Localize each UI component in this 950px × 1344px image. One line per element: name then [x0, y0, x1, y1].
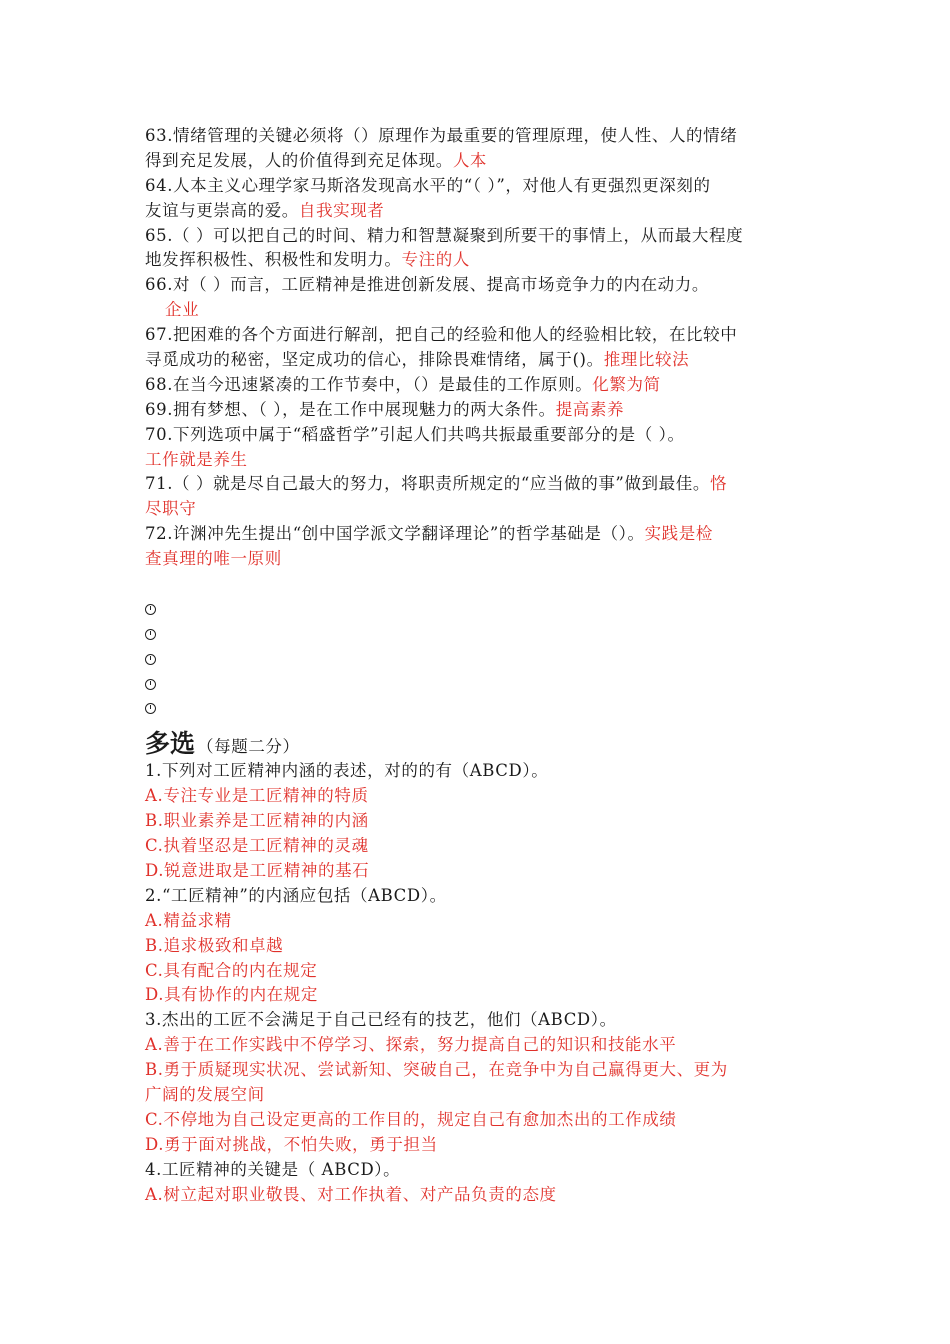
option: C.具有配合的内在规定: [145, 960, 318, 980]
section-heading: [145, 723, 810, 759]
answer: 企业: [165, 300, 200, 320]
answer: 自我实现者: [298, 200, 385, 220]
answer: 提高素养: [555, 399, 625, 419]
answer: 工作就是养生: [145, 449, 248, 469]
answer: 人本: [452, 150, 488, 170]
clock-icon: [145, 629, 156, 640]
option: D.具有协作的内在规定: [145, 985, 318, 1005]
option: D.勇于面对挑战，不怕失败，勇于担当: [145, 1134, 438, 1154]
section-title: 多选: [145, 729, 196, 759]
option: A.专注专业是工匠精神的特质: [145, 786, 369, 806]
question-72: 72.许渊冲先生提出“创中国学派文学翻译理论”的哲学基础是（）。实践是检: [145, 524, 713, 544]
option: B.追求极致和卓越: [145, 935, 284, 955]
question-68: 68.在当今迅速紧凑的工作节奏中，（）是最佳的工作原则。化繁为简: [145, 374, 661, 394]
clock-icon: [145, 604, 156, 615]
answer-cont: 尽职守: [145, 499, 197, 519]
question-66: 66.对（ ）而言，工匠精神是推进创新发展、提高市场竞争力的内在动力。: [145, 275, 709, 295]
question-63-cont: 得到充足发展，人的价值得到充足体现。人本: [145, 150, 488, 170]
mc-question-1: 1.下列对工匠精神内涵的表述，对的的有（ABCD）。: [145, 761, 549, 781]
mc-question-2: 2.“工匠精神”的内涵应包括（ABCD）。: [145, 885, 447, 905]
answer: 专注的人: [401, 250, 470, 270]
question-67-cont: 寻觅成功的秘密，坚定成功的信心，排除畏难情绪，属于()。推理比较法: [145, 350, 690, 370]
question-70: 70.下列选项中属于“稻盛哲学”引起人们共鸣共振最重要部分的是（ ）。: [145, 424, 685, 444]
option-cont: 广阔的发展空间: [145, 1084, 265, 1104]
clock-icon: [145, 679, 156, 690]
clock-icon: [145, 654, 156, 665]
option: A.精益求精: [145, 910, 232, 930]
question-69: 69.拥有梦想、（ ），是在工作中展现魅力的两大条件。提高素养: [145, 399, 625, 419]
option: C.不停地为自己设定更高的工作目的，规定自己有愈加杰出的工作成绩: [145, 1109, 677, 1129]
clock-icon: [145, 703, 156, 714]
spacer: [145, 572, 810, 597]
section-note: （每题二分）: [197, 737, 300, 757]
mc-question-3: 3.杰出的工匠不会满足于自己已经有的技艺，他们（ABCD）。: [145, 1010, 617, 1030]
question-64-cont: 友谊与更崇高的爱。自我实现者: [145, 200, 385, 220]
mc-question-4: 4.工匠精神的关键是（ ABCD）。: [145, 1159, 401, 1179]
document-body: [145, 124, 810, 1207]
answer: 实践是检: [644, 524, 713, 544]
option: B.职业素养是工匠精神的内涵: [145, 811, 369, 831]
option: D.锐意进取是工匠精神的基石: [145, 860, 370, 880]
answer: 化繁为简: [592, 374, 661, 394]
question-64: 64.人本主义心理学家马斯洛发现高水平的“（ ）”，对他人有更强烈更深刻的: [145, 175, 711, 195]
option: C.执着坚忍是工匠精神的灵魂: [145, 836, 369, 856]
answer: 恪: [709, 474, 728, 494]
option: A.善于在工作实践中不停学习、探索，努力提高自己的知识和技能水平: [145, 1035, 677, 1055]
answer: 推理比较法: [603, 350, 690, 370]
question-65: 65.（ ）可以把自己的时间、精力和智慧凝聚到所要干的事情上，从而最大程度: [145, 225, 744, 245]
question-71: 71.（ ）就是尽自己最大的努力，将职责所规定的“应当做的事”做到最佳。恪: [145, 474, 728, 494]
question-67: 67.把困难的各个方面进行解剖，把自己的经验和他人的经验相比较，在比较中: [145, 325, 738, 345]
answer-cont: 查真理的唯一原则: [145, 549, 282, 569]
question-65-cont: 地发挥积极性、积极性和发明力。专注的人: [145, 250, 470, 270]
option: A.树立起对职业敬畏、对工作执着、对产品负责的态度: [145, 1184, 557, 1204]
option: B.勇于质疑现实状况、尝试新知、突破自己，在竞争中为自己赢得更大、更为: [145, 1060, 728, 1080]
question-63: 63.情绪管理的关键必须将（）原理作为最重要的管理原理，使人性、人的情绪: [145, 126, 738, 145]
